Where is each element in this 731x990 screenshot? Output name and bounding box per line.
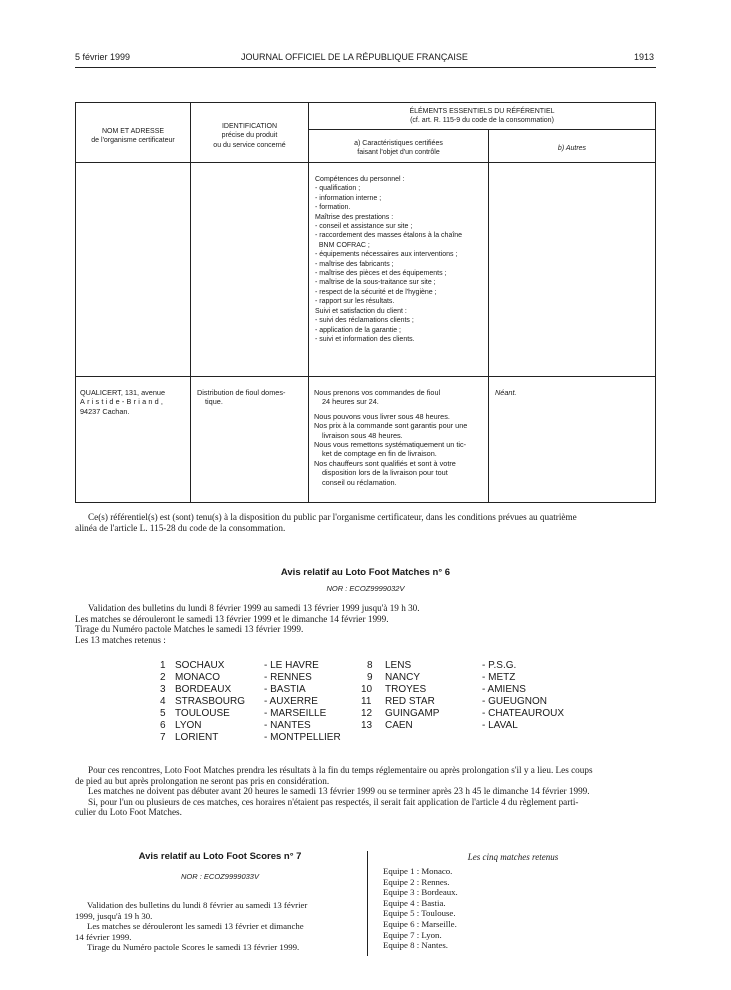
match-home-team: GUINGAMP — [385, 708, 440, 719]
match-away-team: - AMIENS — [482, 684, 526, 695]
column-divider — [367, 851, 368, 956]
avis2-nor: NOR : ECOZ9999033V — [181, 872, 259, 881]
match-away-team: - METZ — [482, 672, 516, 683]
row2-identification: Distribution de fioul domes- tique. — [197, 388, 286, 407]
match-number: 4 — [160, 696, 166, 707]
match-away-team: - LAVAL — [482, 720, 518, 731]
match-number: 12 — [361, 708, 373, 719]
match-away-team: - AUXERRE — [264, 696, 318, 707]
match-number: 9 — [367, 672, 373, 683]
match-home-team: TROYES — [385, 684, 427, 695]
header-rule — [75, 67, 656, 68]
header-cell-others: b) Autres — [557, 145, 587, 152]
match-number: 2 — [160, 672, 166, 683]
table-note: Ce(s) référentiel(s) est (sont) tenu(s) à la disposition du public par l'organisme certificateur, dans les conditions prévues au quatrième alinéa de l'article L. 115-28 du code de la consommation. — [75, 512, 577, 533]
header-cell-characteristics: a) Caractéristiques certifiées faisant l'objet d'un contrôle — [354, 140, 443, 157]
match-away-team: - GUEUGNON — [482, 696, 547, 707]
match-home-team: CAEN — [385, 720, 413, 731]
team-item: Equipe 3 : Bordeaux. — [383, 887, 458, 898]
match-away-team: - RENNES — [264, 672, 312, 683]
match-number: 10 — [361, 684, 373, 695]
match-home-team: SOCHAUX — [175, 660, 225, 671]
match-away-team: - MONTPELLIER — [264, 732, 341, 743]
avis2-right-title: Les cinq matches retenus — [467, 852, 559, 862]
team-item: Equipe 1 : Monaco. — [383, 866, 453, 876]
header-cell-identification: IDENTIFICATION précise du produit ou du service concerné — [213, 123, 286, 149]
match-number: 3 — [160, 684, 166, 695]
match-away-team: - CHATEAUROUX — [482, 708, 565, 719]
team-item: Equipe 8 : Nantes. — [383, 940, 448, 951]
match-home-team: TOULOUSE — [175, 708, 230, 719]
match-away-team: - NANTES — [264, 720, 311, 731]
match-home-team: NANCY — [385, 672, 421, 683]
match-away-team: - BASTIA — [264, 684, 306, 695]
match-home-team: LYON — [175, 720, 202, 731]
avis1-intro: Validation des bulletins du lundi 8 février 1999 au samedi 13 février 1999 jusqu'à 19 h 30. Les matches se dérouleront le samedi 13 février 1999 et le dimanche 14 février 1999. Tirage du Numéro pactole Matches le samedi 13 février 1999. Les 13 matches retenus : — [75, 603, 420, 645]
team-item: Equipe 5 : Toulouse. — [383, 908, 456, 919]
avis1-rules: Pour ces rencontres, Loto Foot Matches prendra les résultats à la fin du temps réglementaire ou après prolongation s'il y a lieu. Les coups de pied au but après prolongation ne seront pas pris en considération. Les matches ne doivent pas débuter avant 20 heures le samedi 13 février 1999 ou se terminer après 23 h 45 le dimanche 14 février 1999. Si, pour l'un ou plusieurs de ces matches, ces horaires n'étaient pas respectés, il serait fait application de l'article 4 du règlement parti- culier du Loto Foot Matches. — [75, 765, 593, 818]
journal-title: JOURNAL OFFICIEL DE LA RÉPUBLIQUE FRANÇAISE — [241, 52, 468, 62]
avis2-intro: Validation des bulletins du lundi 8 février au samedi 13 février 1999, jusqu'à 19 h 30. Les matches se dérouleront les samedi 13 février et dimanche 14 février 1999. Tirage du Numéro pactole Scores le samedi 13 février 1999. — [75, 900, 308, 953]
match-number: 1 — [160, 660, 166, 671]
row1-characteristics: Compétences du personnel : - qualification ; - information interne ; - formation. Maîtrise des prestations : - conseil et assistance sur site ; - raccordement des masses étalons à la chaîne BNM COFRAC ; - équipements nécessaires aux interventions ; - maîtrise des fabricants ; - maîtrise des pièces et des équipements ; - maîtrise de la sous-traitance sur site ; - respect de la sécurité et de l'hygiène ; - rapport sur les résultats. Suivi et satisfaction du client : - suivi des réclamations clients ; - application de la garantie ; - suivi et information des clients. — [315, 176, 463, 343]
match-number: 11 — [361, 696, 372, 707]
match-home-team: LORIENT — [175, 732, 219, 743]
header-cell-name: NOM ET ADRESSE de l'organisme certificateur — [91, 128, 175, 145]
match-home-team: RED STAR — [385, 696, 435, 707]
match-away-team: - MARSEILLE — [264, 708, 327, 719]
match-number: 7 — [160, 732, 166, 743]
avis2-team-list — [383, 866, 458, 951]
row2-organism: QUALICERT, 131, avenue Aristide-Briand, 94237 Cachan. — [80, 388, 166, 416]
avis2-title: Avis relatif au Loto Foot Scores n° 7 — [138, 851, 302, 862]
match-home-team: BORDEAUX — [175, 684, 232, 695]
team-item: Equipe 7 : Lyon. — [383, 929, 442, 940]
match-number: 13 — [361, 720, 373, 731]
team-item: Equipe 2 : Rennes. — [383, 876, 450, 887]
page-number: 1913 — [634, 52, 655, 62]
match-home-team: MONACO — [175, 672, 220, 683]
team-item: Equipe 4 : Bastia. — [383, 897, 446, 908]
match-number: 6 — [160, 720, 166, 731]
avis1-nor: NOR : ECOZ9999032V — [326, 584, 405, 593]
match-away-team: - LE HAVRE — [264, 660, 319, 671]
header-cell-elements: ÉLÉMENTS ESSENTIELS DU RÉFÉRENTIEL (cf. art. R. 115-9 du code de la consommation) — [409, 108, 555, 125]
row2-characteristics: Nous prenons vos commandes de fioul 24 heures sur 24. Nous pouvons vous livrer sous 48 heures. Nos prix à la commande sont garantis pour une livraison sous 48 heures. Nous vous remettons systématiquement un tic- ket de comptage en fin de livraison. Nos chauffeurs sont qualifiés et sont à votre disposition lors de la livraison pour tout conseil ou réclamation. — [314, 388, 468, 487]
row2-others: Néant. — [495, 388, 517, 397]
team-item: Equipe 6 : Marseille. — [383, 918, 457, 929]
match-home-team: STRASBOURG — [175, 696, 246, 707]
header-date: 5 février 1999 — [75, 52, 131, 62]
match-number: 5 — [160, 708, 166, 719]
match-number: 8 — [367, 660, 373, 671]
avis1-title: Avis relatif au Loto Foot Matches n° 6 — [280, 567, 451, 578]
match-away-team: - P.S.G. — [482, 660, 517, 671]
match-home-team: LENS — [385, 660, 412, 671]
